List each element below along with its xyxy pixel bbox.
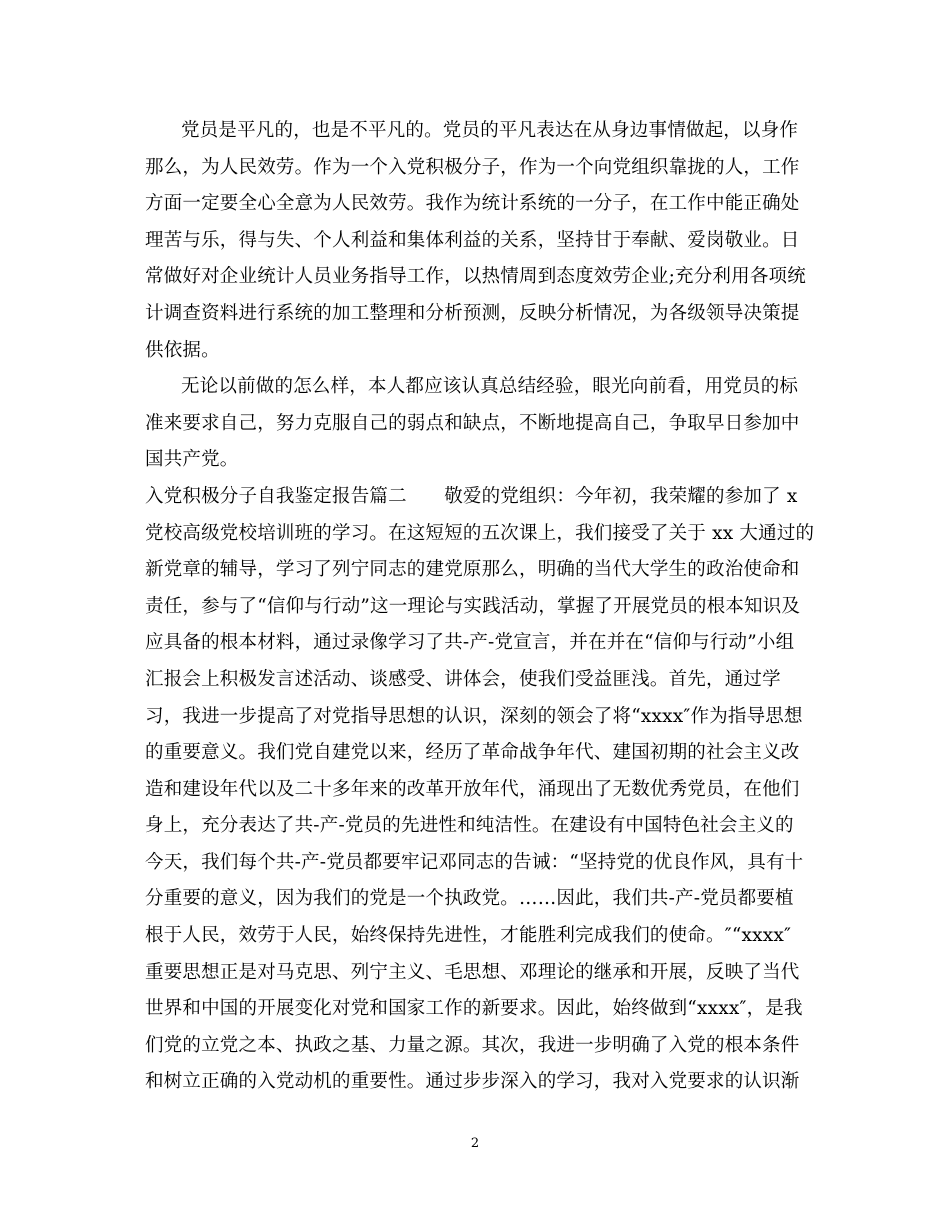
- paragraph-line: 计调查资料进行系统的加工整理和分析预测，反映分析情况，为各级领导决策提: [145, 302, 800, 324]
- paragraph-line: 那么，为人民效劳。作为一个入党积极分子，作为一个向党组织靠拢的人，工作: [145, 156, 800, 178]
- paragraph-line: 今天，我们每个共-产-党员都要牢记邓同志的告诫：“坚持党的优良作风，具有十: [145, 851, 804, 873]
- page-number: 2: [470, 1136, 480, 1151]
- paragraph-line: 的重要意义。我们党自建党以来，经历了革命战争年代、建国初期的社会主义改: [145, 742, 800, 764]
- paragraph-line: 无论以前做的怎么样，本人都应该认真总结经验，眼光向前看，用党员的标: [181, 376, 799, 398]
- paragraph-line: 国共产党。: [145, 449, 239, 471]
- paragraph-line: 造和建设年代以及二十多年来的改革开放年代，涌现出了无数优秀党员，在他们: [145, 778, 800, 800]
- paragraph-line: 新党章的辅导，学习了列宁同志的建党原那么，明确的当代大学生的政治使命和: [145, 559, 800, 581]
- paragraph-line: 身上，充分表达了共-产-党员的先进性和纯洁性。在建设有中国特色社会主义的: [145, 815, 794, 837]
- paragraph-line: 党员是平凡的，也是不平凡的。党员的平凡表达在从身边事情做起，以身作: [181, 120, 799, 141]
- section-heading-line: 入党积极分子自我鉴定报告篇二 敬爱的党组织：今年初，我荣耀的参加了 x: [145, 485, 798, 507]
- paragraph-line: 和树立正确的入党动机的重要性。通过步步深入的学习，我对入党要求的认识渐: [145, 1071, 800, 1093]
- paragraph-line: 习，我进一步提高了对党指导思想的认识，深刻的领会了将“xxxx″作为指导思想: [145, 705, 803, 727]
- paragraph-line: 世界和中国的开展变化对党和国家工作的新要求。因此，始终做到“xxxx″，是我: [145, 998, 803, 1020]
- paragraph-line: 应具备的根本材料，通过录像学习了共-产-党宣言，并在并在“信仰与行动”小组: [145, 632, 795, 654]
- paragraph-line: 理苦与乐，得与失、个人利益和集体利益的关系，坚持甘于奉献、爱岗敬业。日: [145, 229, 800, 251]
- paragraph-line: 准来要求自己，努力克服自己的弱点和缺点，不断地提高自己，争取早日参加中: [145, 412, 800, 434]
- paragraph-line: 供依据。: [145, 339, 220, 361]
- paragraph-line: 党校高级党校培训班的学习。在这短短的五次课上，我们接受了关于 xx 大通过的: [145, 522, 815, 544]
- paragraph-line: 们党的立党之本、执政之基、力量之源。其次，我进一步明确了入党的根本条件: [145, 1034, 800, 1056]
- paragraph-line: 根于人民，效劳于人民，始终保持先进性，才能胜利完成我们的使命。″“xxxx″: [145, 925, 792, 947]
- paragraph-line: 汇报会上积极发言述活动、谈感受、讲体会，使我们受益匪浅。首先，通过学: [145, 668, 781, 690]
- paragraph-line: 分重要的意义，因为我们的党是一个执政党。……因此，我们共-产-党员都要植: [145, 888, 794, 910]
- paragraph-line: 重要思想正是对马克思、列宁主义、毛思想、邓理论的继承和开展，反映了当代: [145, 961, 800, 983]
- body-text: [145, 113, 815, 1101]
- paragraph-line: 方面一定要全心全意为人民效劳。我作为统计系统的一分子，在工作中能正确处: [145, 193, 800, 215]
- paragraph-line: 常做好对企业统计人员业务指导工作，以热情周到态度效劳企业;充分利用各项统: [145, 266, 806, 288]
- paragraph-line: 责任，参与了“信仰与行动”这一理论与实践活动，掌握了开展党员的根本知识及: [145, 595, 801, 617]
